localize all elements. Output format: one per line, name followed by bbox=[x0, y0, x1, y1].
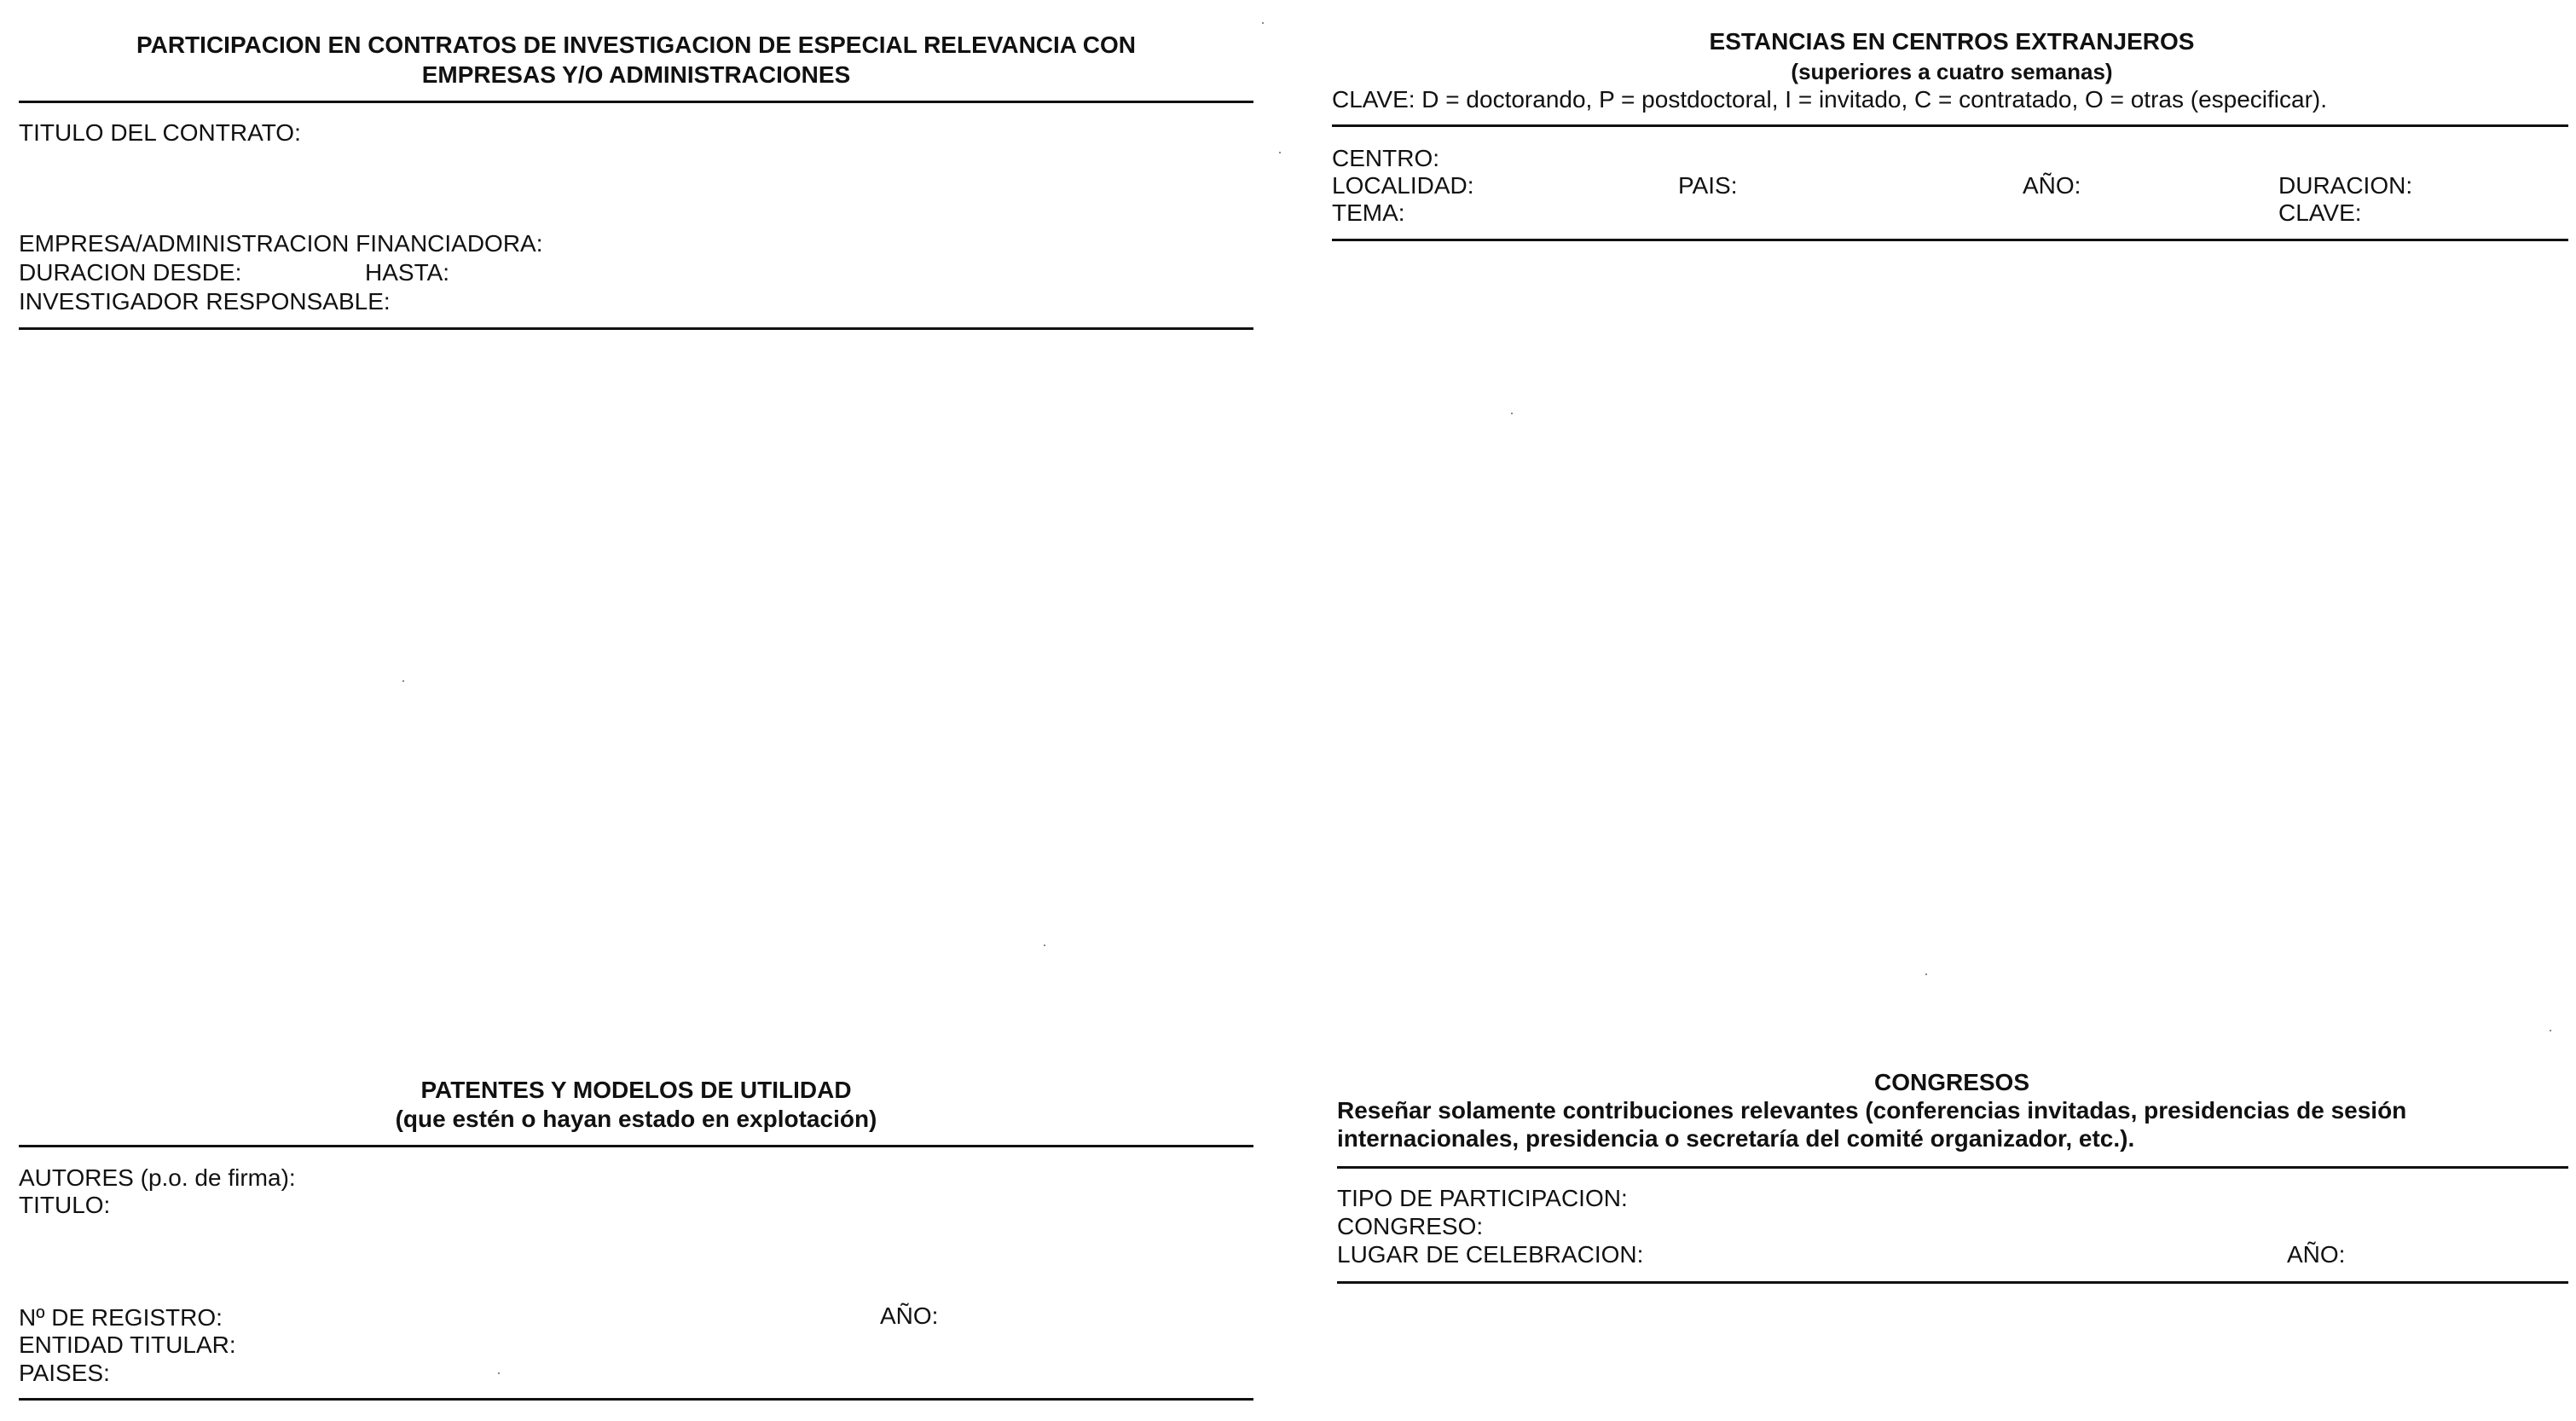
estancias-title: ESTANCIAS EN CENTROS EXTRANJEROS bbox=[1709, 28, 2195, 55]
contratos-empresa-label: EMPRESA/ADMINISTRACION FINANCIADORA: bbox=[19, 230, 543, 257]
congresos-title: CONGRESOS bbox=[1873, 1069, 2030, 1095]
estancias-subtitle: (superiores a cuatro semanas) bbox=[1791, 59, 2113, 84]
scan-speck bbox=[1044, 944, 1045, 946]
contratos-investigador-label: INVESTIGADOR RESPONSABLE: bbox=[19, 288, 391, 315]
estancias-clave-legend: CLAVE: D = doctorando, P = postdoctoral, I = invitado, C = contratado, O = otras (especificar). bbox=[1332, 86, 2328, 113]
estancias-pais-label: PAIS: bbox=[1678, 172, 1738, 199]
patentes-subtitle: (que estén o hayan estado en explotación) bbox=[395, 1106, 877, 1132]
scan-speck bbox=[498, 1372, 500, 1374]
patentes-footer-divider bbox=[19, 1398, 1253, 1401]
scan-speck bbox=[2550, 1030, 2551, 1031]
congresos-anio-label: AÑO: bbox=[2287, 1241, 2346, 1268]
contratos-hasta-label: HASTA: bbox=[365, 259, 450, 286]
scan-speck bbox=[402, 680, 404, 682]
contratos-titulo-label: TITULO DEL CONTRATO: bbox=[19, 119, 301, 146]
patentes-titulo-label: TITULO: bbox=[19, 1192, 111, 1218]
estancias-duracion-label: DURACION: bbox=[2278, 172, 2413, 199]
patentes-anio-label: AÑO: bbox=[880, 1303, 939, 1329]
contratos-duracion-desde-label: DURACION DESDE: bbox=[19, 259, 242, 286]
patentes-autores-label: AUTORES (p.o. de firma): bbox=[19, 1164, 296, 1191]
congresos-description-line1: Reseñar solamente contribuciones relevantes (conferencias invitadas, presidencias de sesión bbox=[1337, 1097, 2407, 1124]
patentes-registro-label: Nº DE REGISTRO: bbox=[19, 1304, 223, 1331]
contratos-footer-divider bbox=[19, 327, 1253, 330]
congresos-congreso-label: CONGRESO: bbox=[1337, 1213, 1484, 1239]
scan-speck bbox=[1925, 973, 1927, 975]
congresos-header-divider bbox=[1337, 1166, 2568, 1169]
estancias-tema-label: TEMA: bbox=[1332, 199, 1405, 226]
estancias-localidad-label: LOCALIDAD: bbox=[1332, 172, 1474, 199]
patentes-entidad-label: ENTIDAD TITULAR: bbox=[19, 1331, 236, 1358]
contratos-title-line2: EMPRESAS Y/O ADMINISTRACIONES bbox=[421, 61, 851, 88]
contratos-header-divider bbox=[19, 101, 1253, 103]
congresos-description-line2: internacionales, presidencia o secretaría del comité organizador, etc.). bbox=[1337, 1125, 2135, 1152]
patentes-paises-label: PAISES: bbox=[19, 1360, 110, 1386]
estancias-footer-divider bbox=[1332, 239, 2568, 241]
patentes-title: PATENTES Y MODELOS DE UTILIDAD bbox=[420, 1077, 852, 1103]
contratos-title-line1: PARTICIPACION EN CONTRATOS DE INVESTIGACION DE ESPECIAL RELEVANCIA CON bbox=[136, 32, 1136, 58]
scan-speck bbox=[1279, 152, 1281, 153]
congresos-lugar-label: LUGAR DE CELEBRACION: bbox=[1337, 1241, 1644, 1268]
estancias-anio-label: AÑO: bbox=[2023, 172, 2081, 199]
scan-speck bbox=[1262, 22, 1264, 24]
estancias-clave-label: CLAVE: bbox=[2278, 199, 2362, 226]
estancias-centro-label: CENTRO: bbox=[1332, 145, 1439, 171]
congresos-footer-divider bbox=[1337, 1281, 2568, 1284]
scan-speck bbox=[1511, 413, 1513, 414]
patentes-header-divider bbox=[19, 1145, 1253, 1147]
congresos-tipo-label: TIPO DE PARTICIPACION: bbox=[1337, 1185, 1628, 1211]
estancias-header-divider bbox=[1332, 124, 2568, 127]
